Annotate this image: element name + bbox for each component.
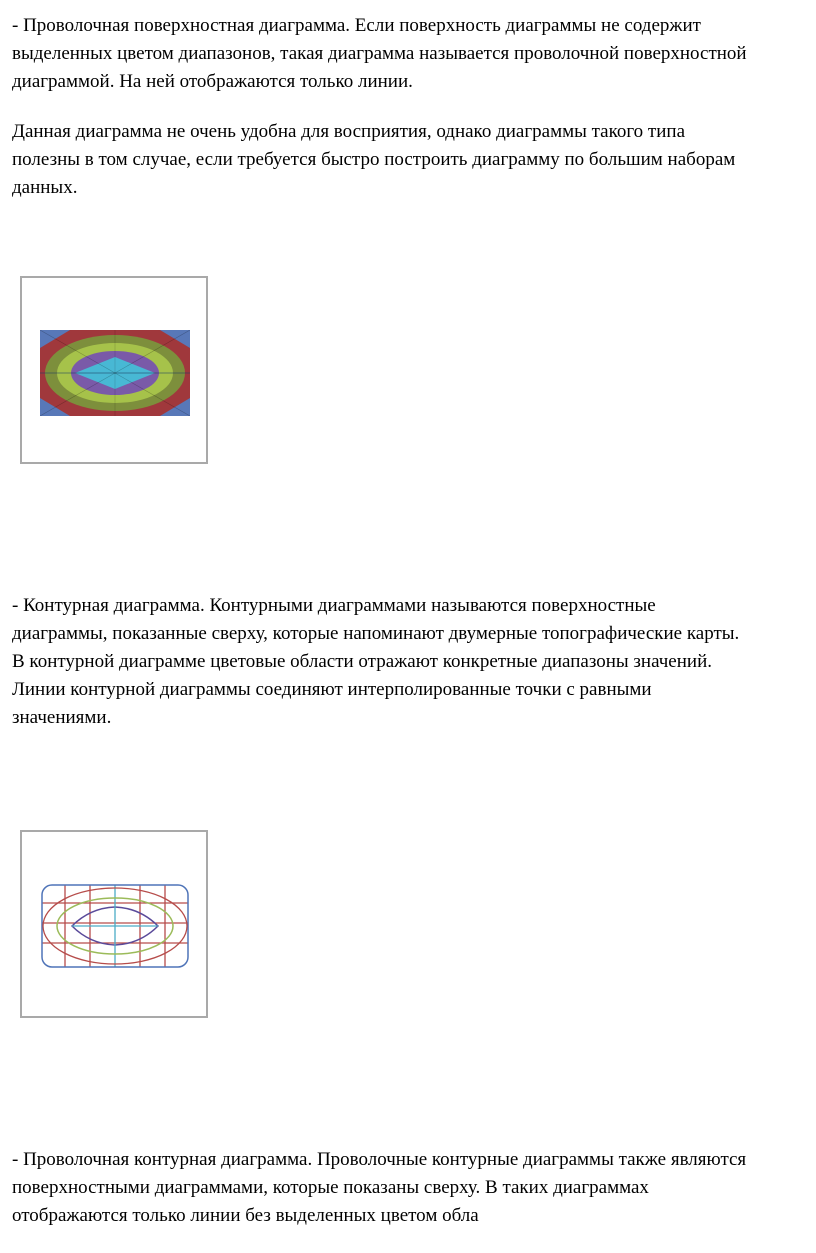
text-line: - Проволочная поверхностная диаграмма. Если поверхность диаграммы не содержит [12, 15, 701, 36]
text-line: Линии контурной диаграммы соединяют интерполированные точки с равными [12, 679, 652, 700]
surface-chart-thumbnail[interactable] [20, 276, 208, 464]
text-line: полезны в том случае, если требуется быстро построить диаграмму по большим наборам [12, 149, 736, 170]
text-line: диаграммы, показанные сверху, которые напоминают двумерные топографические карты. [12, 623, 740, 644]
paragraph-contour [12, 592, 816, 732]
text-line: значениями. [12, 707, 112, 728]
text-line: диаграммой. На ней отображаются только линии. [12, 71, 413, 92]
text-line: отображаются только линии без выделенных цветом обла [12, 1205, 479, 1226]
text-line: выделенных цветом диапазонов, такая диаграмма называется проволочной поверхностной [12, 43, 747, 64]
text-line: данных. [12, 177, 78, 198]
paragraph-wire-surface-note [12, 118, 816, 202]
text-line: В контурной диаграмме цветовые области отражают конкретные диапазоны значений. [12, 651, 712, 672]
paragraph-wire-contour [12, 1146, 816, 1230]
text-line: - Проволочная контурная диаграмма. Проволочные контурные диаграммы также являются [12, 1149, 747, 1170]
text-line: Данная диаграмма не очень удобна для восприятия, однако диаграммы такого типа [12, 121, 686, 142]
wire-contour-chart-image [40, 883, 190, 969]
text-line: поверхностными диаграммами, которые показаны сверху. В таких диаграммах [12, 1177, 649, 1198]
paragraph-wire-surface [12, 12, 816, 96]
text-line: - Контурная диаграмма. Контурными диаграммами называются поверхностные [12, 595, 656, 616]
surface-chart-image [40, 330, 190, 416]
wire-contour-chart-thumbnail[interactable] [20, 830, 208, 1018]
